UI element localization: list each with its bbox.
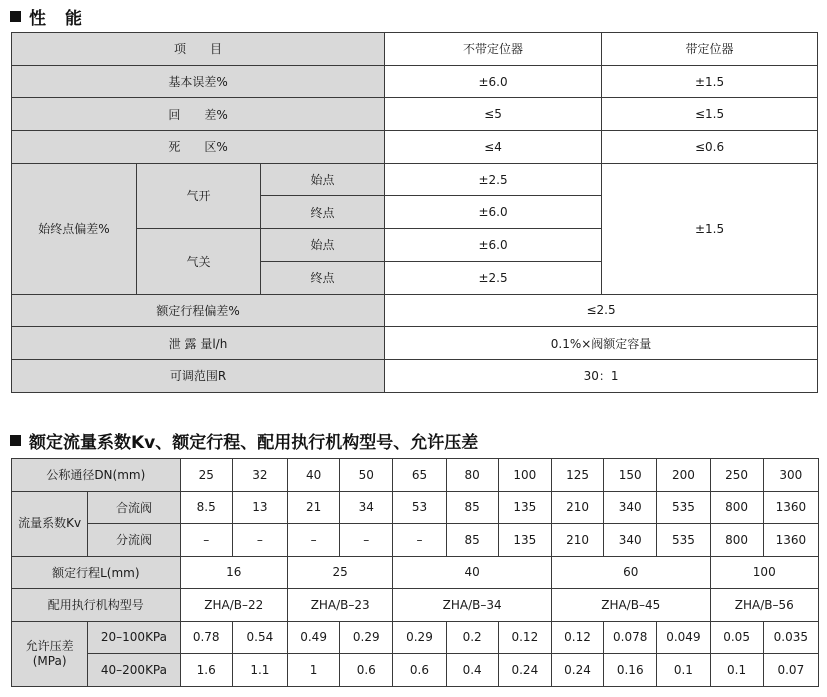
cell: 0.035	[763, 621, 818, 654]
cell: 340	[604, 491, 657, 524]
cell: 0.24	[551, 654, 603, 687]
table-row	[12, 163, 818, 196]
stroke-label: 额定行程L(mm)	[12, 556, 181, 589]
start-label: 始点	[261, 229, 385, 262]
cell: 53	[393, 491, 446, 524]
cell: 50	[340, 459, 393, 492]
cell: ≤1.5	[602, 98, 818, 131]
cell: 0.49	[288, 621, 340, 654]
table-row	[12, 294, 818, 327]
cell: ≤2.5	[385, 294, 818, 327]
table-row	[12, 65, 818, 98]
cell: 13	[232, 491, 287, 524]
cell: ≤0.6	[602, 131, 818, 164]
pressure-label: 允许压差(MPa)	[12, 621, 88, 686]
table-row	[12, 327, 818, 360]
cell: 210	[551, 524, 603, 557]
row-label: 额定行程偏差%	[12, 294, 385, 327]
p2-label: 40–200KPa	[88, 654, 180, 687]
table-row	[12, 359, 818, 392]
cell: 0.6	[393, 654, 446, 687]
cell: –	[288, 524, 340, 557]
end-label: 终点	[261, 196, 385, 229]
table-row	[12, 33, 818, 66]
cell: ZHA/B–23	[288, 589, 393, 622]
cell: 0.16	[604, 654, 657, 687]
cell: 85	[446, 491, 498, 524]
cell: 0.07	[763, 654, 818, 687]
cell: 150	[604, 459, 657, 492]
cell: 0.2	[446, 621, 498, 654]
table-row	[12, 524, 819, 557]
table-row	[12, 654, 819, 687]
cell: 0.29	[340, 621, 393, 654]
cell: 0.078	[604, 621, 657, 654]
cell: 0.24	[498, 654, 551, 687]
combine-label: 合流阀	[88, 491, 180, 524]
cell: 125	[551, 459, 603, 492]
cell: 200	[657, 459, 710, 492]
cell: 80	[446, 459, 498, 492]
section-flow-title-text: 额定流量系数Kv、额定行程、配用执行机构型号、允许压差	[29, 433, 479, 453]
cell: 0.1%×阀额定容量	[385, 327, 818, 360]
cell: 210	[551, 491, 603, 524]
row-label: 泄 露 量l/h	[12, 327, 385, 360]
header-without-positioner: 不带定位器	[385, 33, 602, 66]
square-bullet-icon	[10, 11, 21, 22]
cell: 60	[551, 556, 710, 589]
cell: 100	[498, 459, 551, 492]
cell: ≤5	[385, 98, 602, 131]
cell: 34	[340, 491, 393, 524]
cell: –	[340, 524, 393, 557]
endpoint-label: 始终点偏差%	[12, 163, 137, 294]
cell: 0.05	[710, 621, 763, 654]
divide-label: 分流阀	[88, 524, 180, 557]
cell: 16	[180, 556, 287, 589]
square-bullet-icon	[10, 435, 21, 446]
cell: 21	[288, 491, 340, 524]
row-label: 死 区%	[12, 131, 385, 164]
cell: 800	[710, 491, 763, 524]
cell: –	[393, 524, 446, 557]
cell: 30：1	[385, 359, 818, 392]
cell: 135	[498, 524, 551, 557]
dn-label: 公称通径DN(mm)	[12, 459, 181, 492]
header-with-positioner: 带定位器	[602, 33, 818, 66]
cell: 85	[446, 524, 498, 557]
cell: 0.78	[180, 621, 232, 654]
cell: 535	[657, 491, 710, 524]
header-item: 项 目	[12, 33, 385, 66]
cell: 800	[710, 524, 763, 557]
cell: 0.54	[232, 621, 287, 654]
cell: 1360	[763, 491, 818, 524]
table-row	[12, 621, 819, 654]
cell: 0.1	[710, 654, 763, 687]
cell: 1.1	[232, 654, 287, 687]
cell: –	[232, 524, 287, 557]
section-flow-title	[10, 428, 478, 453]
cell: ±1.5	[602, 163, 818, 294]
cell: 40	[288, 459, 340, 492]
cell: 0.29	[393, 621, 446, 654]
cell: ≤4	[385, 131, 602, 164]
air-close-label: 气关	[137, 229, 261, 294]
cell: 1.6	[180, 654, 232, 687]
table-row	[12, 459, 819, 492]
cell: ±6.0	[385, 229, 602, 262]
cell: 0.1	[657, 654, 710, 687]
end-label: 终点	[261, 261, 385, 294]
cell: 340	[604, 524, 657, 557]
table-row	[12, 556, 819, 589]
cell: 1	[288, 654, 340, 687]
cell: 0.4	[446, 654, 498, 687]
cell: 25	[180, 459, 232, 492]
table-row	[12, 98, 818, 131]
cell: 0.12	[498, 621, 551, 654]
cell: 1360	[763, 524, 818, 557]
cell: 8.5	[180, 491, 232, 524]
cell: 535	[657, 524, 710, 557]
cell: 300	[763, 459, 818, 492]
cell: 32	[232, 459, 287, 492]
actuator-label: 配用执行机构型号	[12, 589, 181, 622]
section-performance-title-text: 性 能	[29, 9, 83, 29]
cell: ±6.0	[385, 196, 602, 229]
kv-label: 流量系数Kv	[12, 491, 88, 556]
cell: ±2.5	[385, 261, 602, 294]
p1-label: 20–100KPa	[88, 621, 180, 654]
table-row	[12, 131, 818, 164]
cell: 25	[288, 556, 393, 589]
row-label: 可调范围R	[12, 359, 385, 392]
cell: ZHA/B–56	[710, 589, 819, 622]
cell: 250	[710, 459, 763, 492]
cell: ±1.5	[602, 65, 818, 98]
cell: 65	[393, 459, 446, 492]
cell: 135	[498, 491, 551, 524]
table-row	[12, 491, 819, 524]
air-open-label: 气开	[137, 163, 261, 228]
start-label: 始点	[261, 163, 385, 196]
cell: 0.049	[657, 621, 710, 654]
cell: ZHA/B–22	[180, 589, 287, 622]
cell: 100	[710, 556, 819, 589]
performance-table	[11, 32, 818, 393]
cell: 0.6	[340, 654, 393, 687]
cell: ZHA/B–45	[551, 589, 710, 622]
row-label: 基本误差%	[12, 65, 385, 98]
cell: ±6.0	[385, 65, 602, 98]
cell: 40	[393, 556, 552, 589]
cell: ZHA/B–34	[393, 589, 552, 622]
cell: –	[180, 524, 232, 557]
flow-coefficient-table	[11, 458, 819, 687]
cell: 0.12	[551, 621, 603, 654]
row-label: 回 差%	[12, 98, 385, 131]
cell: ±2.5	[385, 163, 602, 196]
table-row	[12, 589, 819, 622]
section-performance-title	[10, 4, 83, 29]
